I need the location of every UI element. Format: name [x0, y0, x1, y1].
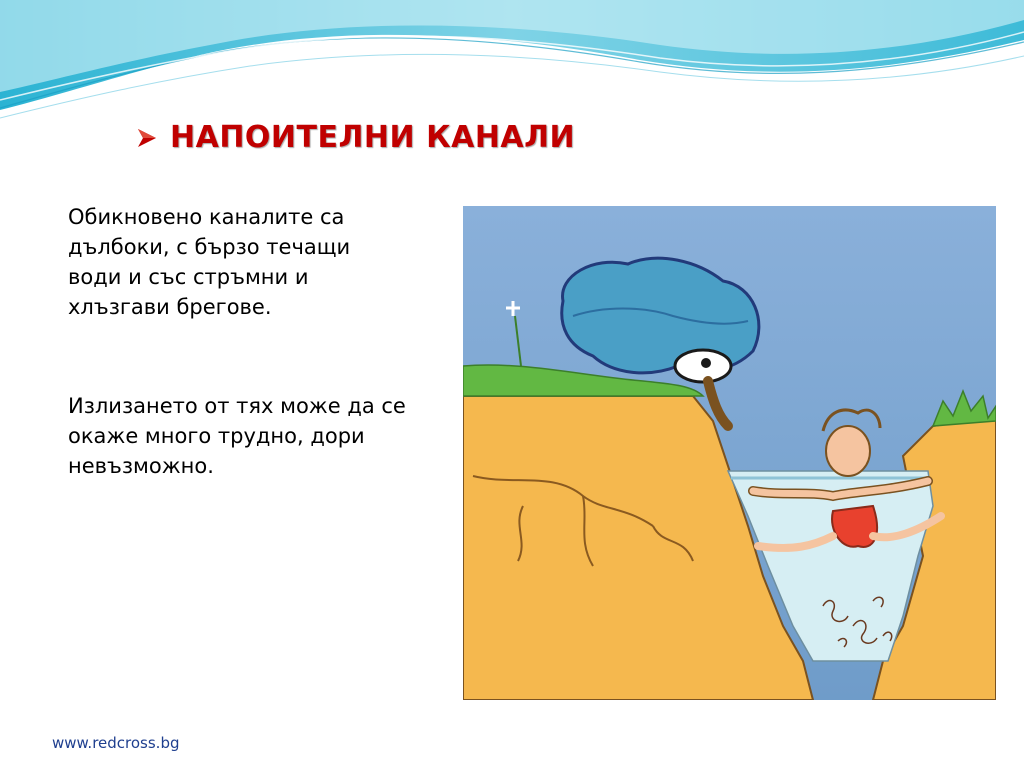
paragraph-hard-to-exit: Излизането от тях може да се окаже много трудно, дори невъзможно. — [68, 394, 406, 478]
wave-header-decoration — [0, 0, 1024, 130]
arrow-bullet-icon — [136, 127, 158, 149]
canal-illustration — [463, 206, 996, 700]
footer-url[interactable]: www.redcross.bg — [52, 734, 180, 752]
slide-title-text: НАПОИТЕЛНИ КАНАЛИ — [170, 120, 576, 155]
slide-title — [136, 120, 575, 155]
paragraph-deep-canals: Обикновено каналите са дълбоки, с бързо течащи води и със стръмни и хлъзгави брегове. — [68, 205, 351, 319]
